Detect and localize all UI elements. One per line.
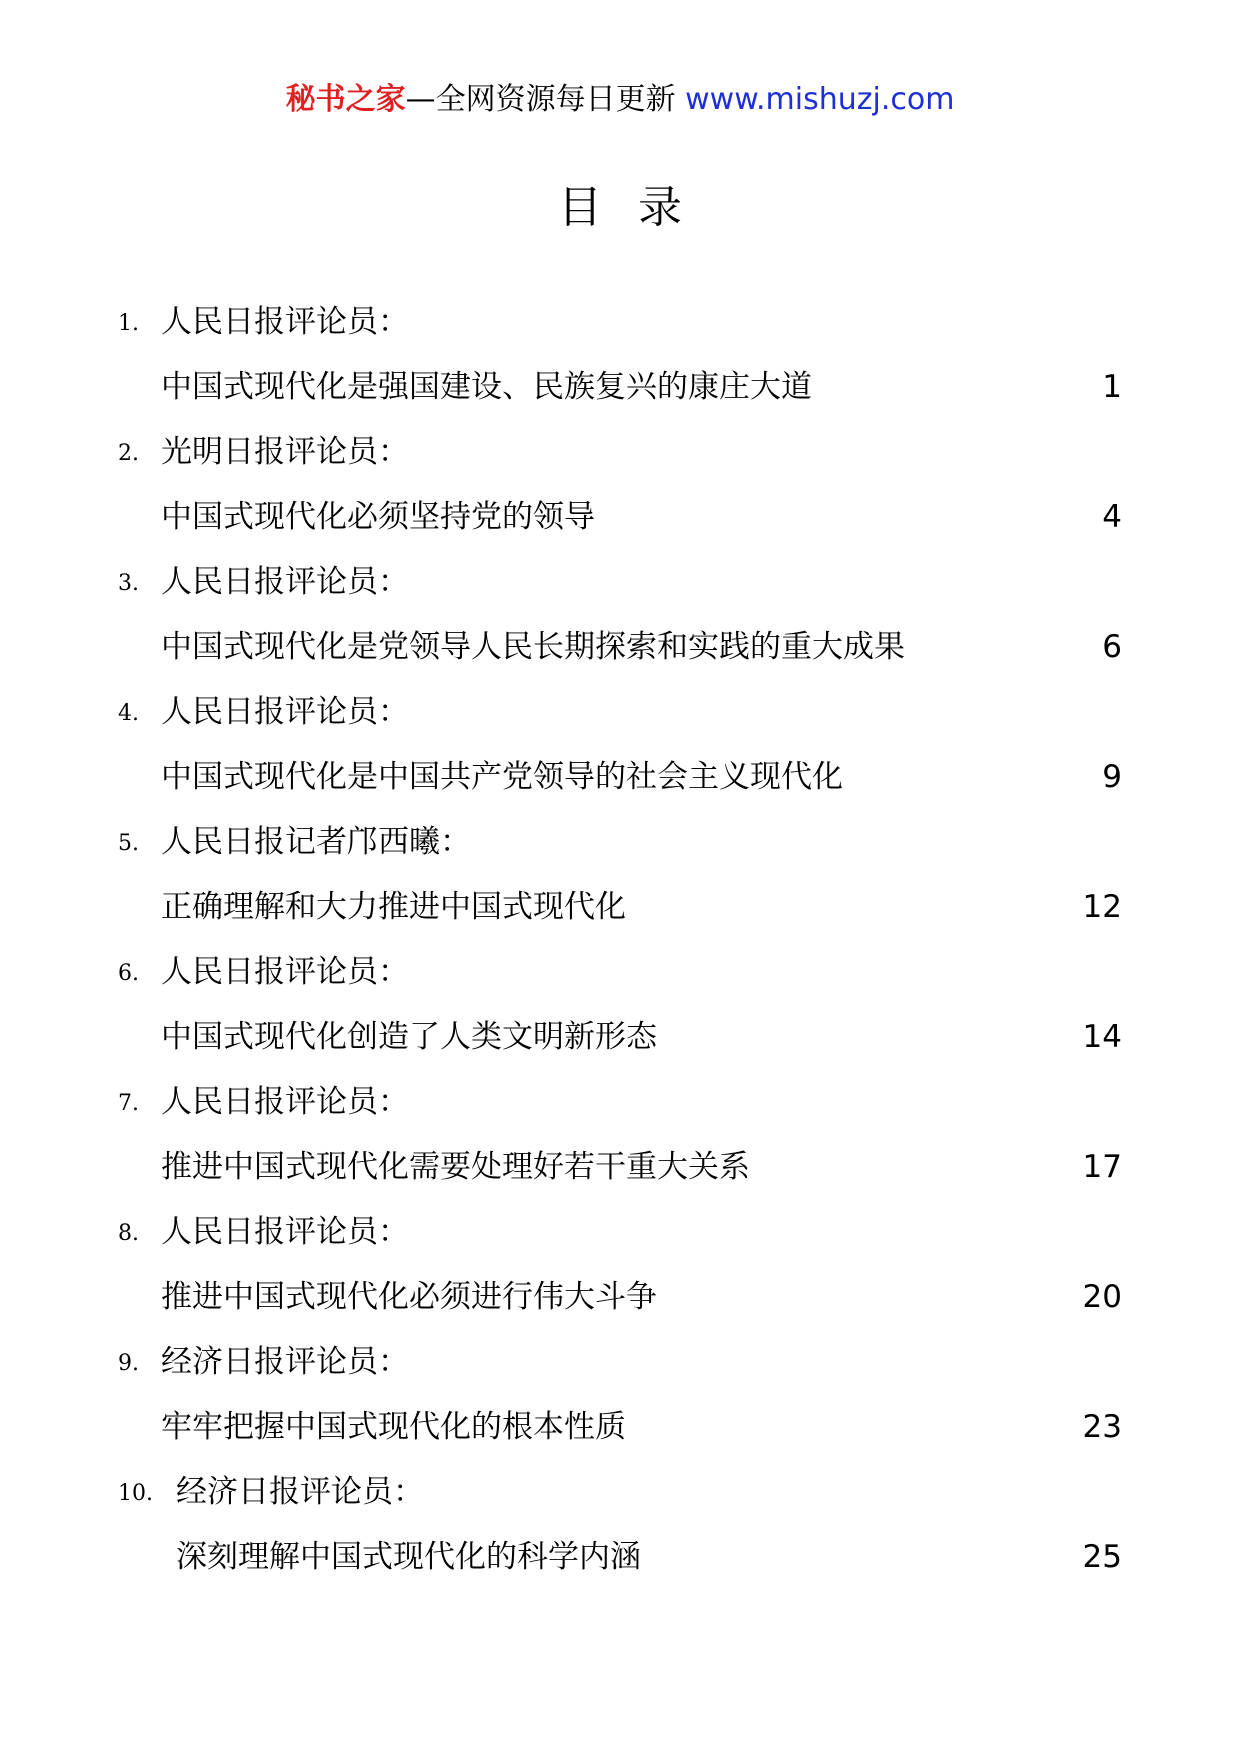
toc-entry-page: 25 xyxy=(1082,1539,1122,1575)
toc-entry-8[interactable] xyxy=(0,1206,1240,1336)
toc-entry-page: 17 xyxy=(1082,1149,1122,1185)
toc-entry-number: 2. xyxy=(118,441,139,466)
toc-entry-source: 人民日报评论员： xyxy=(161,954,409,990)
toc-entry-title: 中国式现代化是中国共产党领导的社会主义现代化 xyxy=(161,759,843,795)
site-brand: 秘书之家 xyxy=(285,82,406,117)
site-header xyxy=(0,78,1240,122)
toc-entry-page: 9 xyxy=(1102,759,1122,795)
toc-entry-page: 23 xyxy=(1082,1409,1122,1445)
toc-entry-number: 8. xyxy=(118,1221,139,1246)
toc-entry-number: 10. xyxy=(118,1481,153,1506)
toc-entry-6[interactable] xyxy=(0,946,1240,1076)
toc-entry-source: 人民日报评论员： xyxy=(161,694,409,730)
toc-entry-number: 1. xyxy=(118,311,139,336)
toc-entry-number: 3. xyxy=(118,571,139,596)
toc-entry-10[interactable] xyxy=(0,1466,1240,1596)
toc-entry-4[interactable] xyxy=(0,686,1240,816)
site-slogan: —全网资源每日更新 xyxy=(405,82,676,117)
toc-entry-number: 9. xyxy=(118,1351,139,1376)
toc-entry-9[interactable] xyxy=(0,1336,1240,1466)
toc-entry-number: 7. xyxy=(118,1091,139,1116)
toc-entry-title: 牢牢把握中国式现代化的根本性质 xyxy=(161,1409,626,1445)
toc-entry-source: 人民日报评论员： xyxy=(161,1084,409,1120)
toc-entry-title: 推进中国式现代化需要处理好若干重大关系 xyxy=(161,1149,750,1185)
toc-entry-title: 中国式现代化是党领导人民长期探索和实践的重大成果 xyxy=(161,629,905,665)
toc-entry-3[interactable] xyxy=(0,556,1240,686)
toc-entry-2[interactable] xyxy=(0,426,1240,556)
toc-entry-title: 正确理解和大力推进中国式现代化 xyxy=(161,889,626,925)
toc-entry-number: 4. xyxy=(118,701,139,726)
toc-entry-source: 人民日报评论员： xyxy=(161,1214,409,1250)
toc-entry-5[interactable] xyxy=(0,816,1240,946)
toc-entry-page: 1 xyxy=(1102,369,1122,405)
toc-entry-source: 经济日报评论员： xyxy=(176,1474,424,1510)
toc-entry-title: 中国式现代化创造了人类文明新形态 xyxy=(161,1019,657,1055)
toc-entry-source: 经济日报评论员： xyxy=(161,1344,409,1380)
toc-entry-page: 6 xyxy=(1102,629,1122,665)
toc-entry-number: 5. xyxy=(118,831,139,856)
toc-entry-source: 人民日报评论员： xyxy=(161,304,409,340)
toc-entry-page: 20 xyxy=(1082,1279,1122,1315)
toc-entry-title: 中国式现代化必须坚持党的领导 xyxy=(161,499,595,535)
site-url-link[interactable]: www.mishuzj.com xyxy=(685,82,955,117)
toc-entry-7[interactable] xyxy=(0,1076,1240,1206)
toc-entry-source: 光明日报评论员： xyxy=(161,434,409,470)
toc-entry-1[interactable] xyxy=(0,296,1240,426)
toc-entry-number: 6. xyxy=(118,961,139,986)
page-title: 目录 xyxy=(558,182,718,233)
toc-entry-source: 人民日报记者邝西曦： xyxy=(161,824,471,860)
toc-entry-title: 中国式现代化是强国建设、民族复兴的康庄大道 xyxy=(161,369,812,405)
toc-entry-title: 推进中国式现代化必须进行伟大斗争 xyxy=(161,1279,657,1315)
toc-entry-title: 深刻理解中国式现代化的科学内涵 xyxy=(176,1539,641,1575)
toc-entry-source: 人民日报评论员： xyxy=(161,564,409,600)
toc-entry-page: 14 xyxy=(1082,1019,1122,1055)
toc-entry-page: 4 xyxy=(1102,499,1122,535)
toc-entry-page: 12 xyxy=(1082,889,1122,925)
table-of-contents xyxy=(0,296,1240,1596)
